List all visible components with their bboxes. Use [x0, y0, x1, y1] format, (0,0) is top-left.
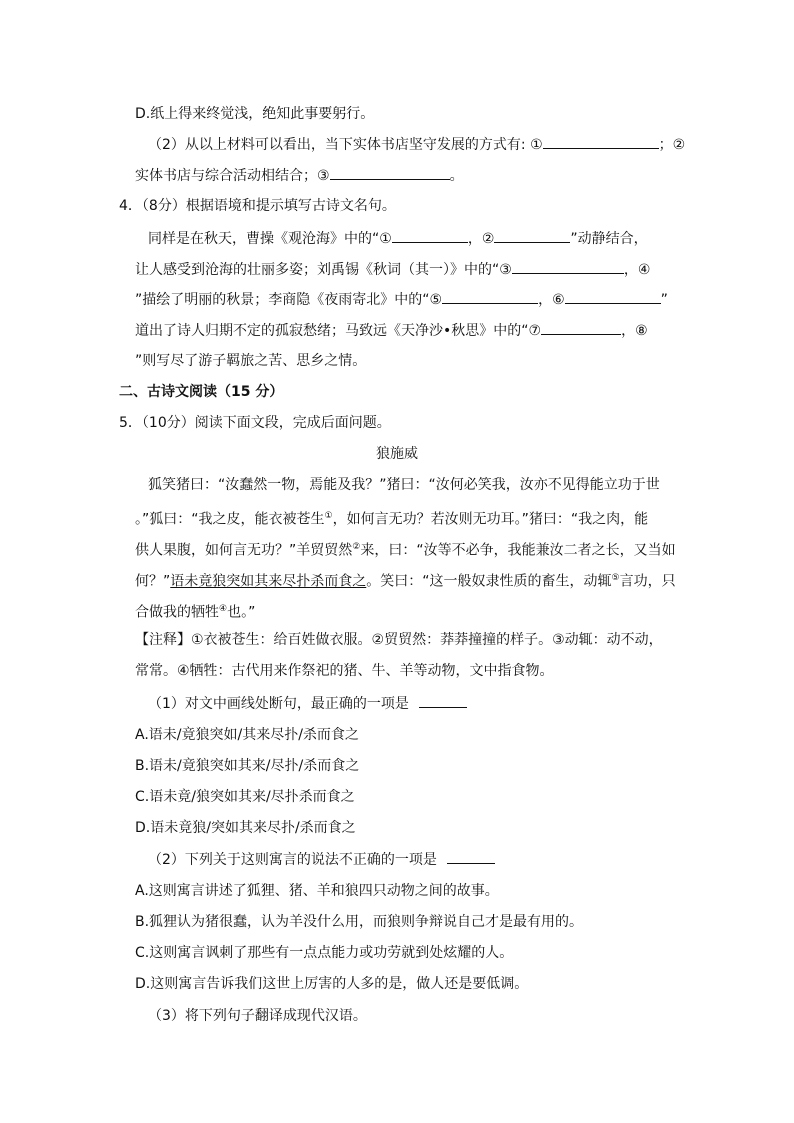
passage-line-4 [135, 568, 676, 592]
passage-text-4b: 。笑曰：“这一般奴隶性质的畜生，动辄 [366, 573, 612, 590]
q4-blank-2[interactable] [494, 228, 570, 243]
q5-sub2-option-c[interactable]: C.这则寓言讽刺了那些有一点点能力或功劳就到处炫耀的人。 [135, 945, 514, 961]
q4-comma-7: ， [621, 323, 636, 339]
q4-heading: 4．（8分）根据语境和提示填写古诗文名句。 [119, 198, 396, 214]
q5-sub1-option-d[interactable]: D.语未竟狼/突如其来尽扑/杀而食之 [135, 820, 356, 836]
q3-option-d: D.纸上得来终觉浅，绝知此事要躬行。 [135, 106, 375, 122]
q5-heading: 5．（10分）阅读下面文段，完成后面问题。 [119, 415, 391, 431]
q4-marker-1: ① [379, 231, 392, 247]
q3-sub2-text2: 实体书店与综合活动相结合； [135, 168, 317, 184]
section-2-heading: 二、古诗文阅读（15 分） [119, 384, 284, 400]
q5-sub2-line [148, 849, 495, 870]
q4-line-4 [135, 320, 648, 341]
q3-sub2-end: 。 [449, 168, 464, 184]
q4-line-2 [135, 259, 650, 280]
q5-sub1-option-c[interactable]: C.语未竟/狼突如其来/尽扑杀而食之 [135, 789, 355, 805]
q4-marker-3: ③ [499, 262, 512, 278]
passage-text-3a: 供人果腹，如何言无功？”羊贸贸然 [135, 542, 353, 559]
passage-line-1: 狐笑猪曰：“汝蠢然一物，焉能及我？”猪曰：“汝何必笑我，汝亦不见得能立功于世 [148, 477, 660, 493]
q4-marker-5: ⑤ [429, 292, 443, 308]
q5-sub2-option-a[interactable]: A.这则寓言讲述了狐狸、猪、羊和狼四只动物之间的故事。 [135, 883, 499, 899]
passage-text-2b: ，如何言无功？若汝则无功耳。”猪曰：“我之肉，能 [332, 511, 649, 528]
q4-comma-3: ， [623, 262, 638, 278]
q4-blank-7[interactable] [541, 320, 621, 335]
q4-blank-1[interactable] [392, 228, 468, 243]
q4-line-1 [148, 228, 648, 249]
underlined-sentence: 语未竟狼突如其来尽扑杀而食之 [170, 573, 367, 590]
q3-sub2-line [148, 134, 685, 155]
q5-sub2-answer-blank[interactable] [447, 849, 495, 864]
notes-line-1: 【注释】①衣被苍生：给百姓做衣服。②贸贸然：莽莽撞撞的样子。③动辄：动不动， [135, 632, 663, 648]
footnote-3-mark: ⑤ [611, 573, 620, 583]
passage-text-4c: 言功，只 [619, 573, 676, 590]
q5-sub1-option-b[interactable]: B.语未/竟狼突如其来/尽扑/杀而食之 [135, 758, 360, 774]
footnote-4-mark: ④ [219, 604, 228, 614]
q5-sub2-prompt: （2）下列关于这则寓言的说法不正确的一项是 [148, 852, 437, 868]
q3-blank-3[interactable] [330, 165, 450, 180]
notes-line-2: 常常。④牺牲：古代用来作祭祀的猪、牛、羊等动物，文中指食物。 [135, 663, 554, 679]
passage-text-4a: 何？” [135, 573, 171, 590]
q5-sub1-option-a[interactable]: A.语未/竟狼突如/其来尽扑/杀而食之 [135, 727, 359, 743]
passage-line-2 [135, 506, 648, 530]
q4-text-4: 道出了诗人归期不定的孤寂愁绪；马致远《天净沙•秋思》中的“ [135, 323, 529, 339]
q3-marker-2: ② [672, 137, 686, 153]
q5-sub1-prompt: （1）对文中画线处断句，最正确的一项是 [148, 696, 409, 712]
q4-marker-7: ⑦ [528, 323, 542, 339]
q4-marker-6: ⑥ [552, 292, 565, 308]
q3-semicolon: ； [658, 137, 673, 153]
q5-sub1-line [148, 693, 467, 714]
q4-rquote-6: ” [660, 292, 668, 308]
q5-sub2-option-d[interactable]: D.这则寓言告诉我们这世上厉害的人多的是，做人还是要低调。 [135, 976, 529, 992]
passage-line-3 [135, 537, 676, 561]
q4-marker-2: ② [481, 231, 495, 247]
q5-sub3-prompt: （3）将下列句子翻译成现代汉语。 [148, 1008, 367, 1024]
q4-line-3 [135, 289, 668, 310]
q4-comma-1: ， [467, 231, 482, 247]
footnote-1-mark: ① [324, 511, 333, 521]
q5-sub2-option-b[interactable]: B.狐狸认为猪很蠢，认为羊没什么用，而狼则争辩说自己才是最有用的。 [135, 914, 584, 930]
q4-marker-4: ④ [637, 262, 651, 278]
passage-title: 狼施威 [376, 446, 418, 462]
q3-marker-1: ① [530, 137, 543, 153]
passage-line-5 [135, 599, 255, 623]
q3-marker-3: ③ [317, 168, 330, 184]
passage-text-2a: 。”狐曰：“我之皮，能衣被苍生 [135, 511, 325, 528]
q4-text-1b: ”动静结合， [570, 231, 648, 247]
q4-text-1: 同样是在秋天，曹操《观沧海》中的“ [148, 231, 380, 247]
q4-comma-5: ， [538, 292, 553, 308]
passage-text-5a: 合做我的牺牲 [135, 604, 219, 621]
q4-blank-3[interactable] [512, 259, 624, 274]
footnote-2-mark: ② [352, 542, 361, 552]
q4-blank-5[interactable] [442, 289, 538, 304]
q3-sub2-line2 [135, 165, 464, 186]
q3-sub2-text: （2）从以上材料可以看出，当下实体书店坚守发展的方式有: [148, 137, 526, 153]
q3-blank-1[interactable] [543, 134, 659, 149]
q4-blank-6[interactable] [565, 289, 661, 304]
q4-text-2: 让人感受到沧海的壮丽多姿；刘禹锡《秋词（其一）》中的“ [135, 262, 500, 278]
q4-text-3: ”描绘了明丽的秋景；李商隐《夜雨寄北》中的“ [135, 292, 430, 308]
q4-line-5: ”则写尽了游子羁旅之苦、思乡之情。 [135, 353, 367, 369]
passage-text-3b: 来，曰：“汝等不必争，我能兼汝二者之长，又当如 [360, 542, 676, 559]
q5-sub1-answer-blank[interactable] [419, 693, 467, 708]
q4-marker-8: ⑧ [635, 323, 648, 339]
passage-text-5b: 也。” [227, 604, 256, 621]
